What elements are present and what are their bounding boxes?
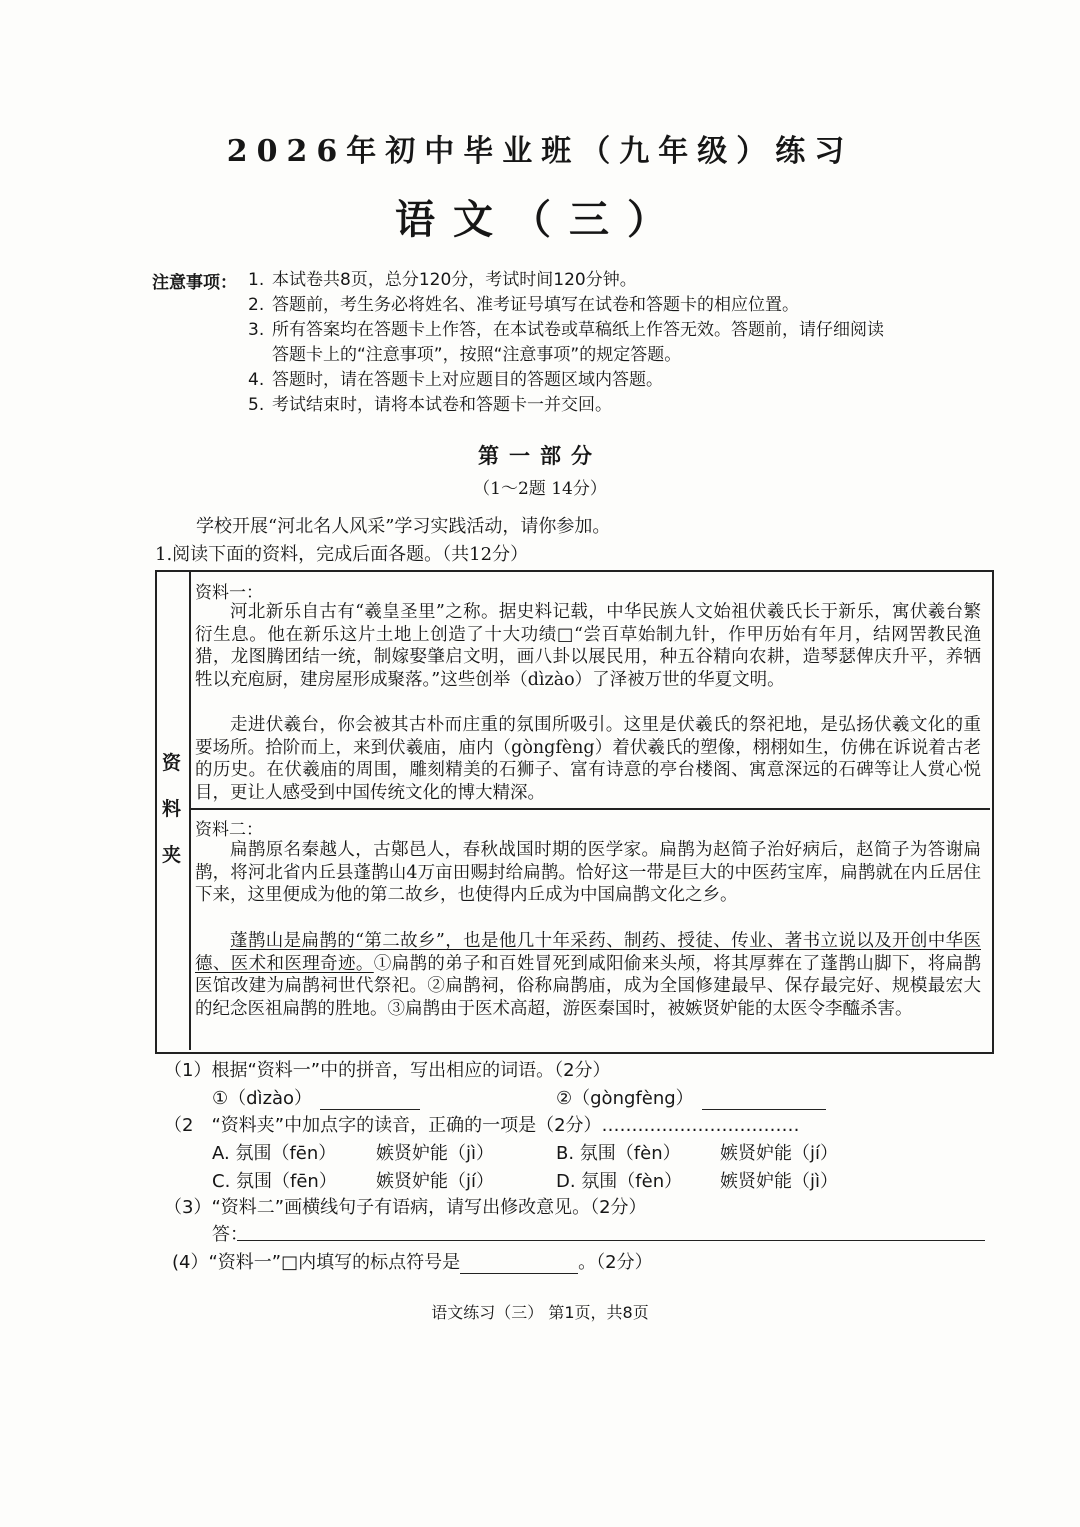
answer-blank[interactable] xyxy=(702,1109,826,1110)
answer-label: 答： xyxy=(212,1224,248,1245)
label-char: 资 xyxy=(162,752,182,774)
material-1-paragraph-2: 走进伏羲台，你会被其古朴而庄重的氛围所吸引。这里是伏羲氏的祭祀地，是弘扬伏羲文化的重要场所。拾阶而上，来到伏羲庙，庙内（gòngfèng）着伏羲氏的塑像，栩栩如生，仿佛在诉说着古老的历史。在伏羲庙的周围，雕刻精美的石狮子、富有诗意的亭台楼阁、寓意深远的石碑等让人赏心悦目，更让人感受到中国传统文化的博大精深。 xyxy=(195,715,981,803)
label-char: 料 xyxy=(162,798,182,820)
option-c-word: 嫉贤妒能（jí） xyxy=(376,1171,495,1192)
option-a[interactable]: A. 氛围（fēn） xyxy=(212,1143,337,1164)
notice-item: 答题卡上的“注意事项”，按照“注意事项”的规定答题。 xyxy=(272,345,682,365)
material-2-paragraph-2 xyxy=(195,930,981,1020)
question-1-1-a: ①（dìzào） xyxy=(212,1084,420,1110)
notice-item: 4. 答题时，请在答题卡上对应题目的答题区域内答题。 xyxy=(248,370,663,390)
question-1-2: （2 “资料夹”中加点字的读音，正确的一项是（2分）…………………………… xyxy=(164,1115,800,1136)
page-footer: 语文练习（三） 第1页，共8页 xyxy=(431,1303,649,1322)
material-1-paragraph-1: 河北新乐自古有“羲皇圣里”之称。据史料记载，中华民族人文始祖伏羲氏长于新乐，寓伏羲台繁衍生息。他在新乐这片土地上创造了十大功绩□“尝百草始制九针，作甲历始有年月，结网罟教民渔猎，龙图腾团结一统，制嫁娶肇启文明，画八卦以展民用，种五谷精向农耕，造琴瑟俾庆升平，养牺牲以充庖厨，建房屋形成聚落。”这些创举（dìzào）了泽被万世的华夏文明。 xyxy=(195,602,981,690)
notice-label: 注意事项： xyxy=(152,273,237,293)
answer-blank[interactable] xyxy=(460,1273,578,1274)
underlined-sentence: 蓬鹊山是扁鹊的“第二故乡”，也是他几十年采药、制药、授徒、传业、著书立说以及开创中华医德、医术和医理奇迹。 xyxy=(195,931,981,974)
notice-item: 2. 答题前，考生务必将姓名、准考证号填写在试卷和答题卡的相应位置。 xyxy=(248,295,799,315)
notice-item: 1. 本试卷共8页，总分120分，考试时间120分钟。 xyxy=(248,270,637,290)
option-b[interactable]: B. 氛围（fèn） xyxy=(556,1143,681,1164)
notice-list xyxy=(248,268,884,418)
notice-item: 3. 所有答案均在答题卡上作答，在本试卷或草稿纸上作答无效。答题前，请仔细阅读 xyxy=(248,320,884,340)
question-1-3: （3）“资料二”画横线句子有语病，请写出修改意见。（2分） xyxy=(164,1197,647,1218)
question-1-4: (4）“资料一”□内填写的标点符号是 。（2分） xyxy=(172,1252,653,1273)
subject-title: 语文（三） xyxy=(395,196,685,243)
material-1-title: 资料一： xyxy=(195,583,263,603)
question-1-prompt: 1.阅读下面的资料，完成后面各题。（共12分） xyxy=(155,544,529,565)
material-2-title: 资料二： xyxy=(195,820,263,840)
option-d[interactable]: D. 氛围（fèn） xyxy=(556,1171,683,1192)
activity-intro: 学校开展“河北名人风采”学习实践活动，请你参加。 xyxy=(196,516,611,537)
answer-line[interactable] xyxy=(237,1240,985,1241)
option-c[interactable]: C. 氛围（fēn） xyxy=(212,1171,337,1192)
section-subtitle: （1～2题 14分） xyxy=(473,479,607,499)
question-1-1: （1）根据“资料一”中的拼音，写出相应的词语。（2分） xyxy=(164,1060,611,1081)
section-title: 第一部分 xyxy=(478,443,602,468)
question-1-1-b: ②（gòngfèng） xyxy=(556,1084,826,1110)
material-2-paragraph-1: 扁鹊原名秦越人，古鄚邑人，春秋战国时期的医学家。扁鹊为赵简子治好病后，赵简子为答谢扁鹊，将河北省内丘县蓬鹊山4万亩田赐封给扁鹊。恰好这一带是巨大的中医药宝库，扁鹊就在内丘居住下来，这里便成为他的第二故乡，也使得内丘成为中国扁鹊文化之乡。 xyxy=(195,840,981,906)
paragraph-rest: ①扁鹊的弟子和百姓冒死到咸阳偷来头颅，将其厚葬在了蓬鹊山脚下，将扁鹊医馆改建为扁鹊祠世代祭祀。②扁鹊祠，俗称扁鹊庙，成为全国修建最早、保存最完好、规模最宏大的纪念医祖扁鹊的胜地。③扁鹊由于医术高超，游医秦国时，被嫉贤妒能的太医令李醯杀害。 xyxy=(195,953,982,1019)
notice-item: 5. 考试结束时，请将本试卷和答题卡一并交回。 xyxy=(248,395,612,415)
option-b-word: 嫉贤妒能（jí） xyxy=(720,1143,839,1164)
option-a-word: 嫉贤妒能（jì） xyxy=(376,1143,495,1164)
answer-blank[interactable] xyxy=(320,1109,420,1110)
materials-label xyxy=(155,570,191,1050)
materials-divider xyxy=(189,808,990,810)
option-d-word: 嫉贤妒能（jì） xyxy=(720,1171,839,1192)
label-char: 夹 xyxy=(162,844,182,866)
exam-title: 2026年初中毕业班（九年级）练习 xyxy=(226,134,854,169)
